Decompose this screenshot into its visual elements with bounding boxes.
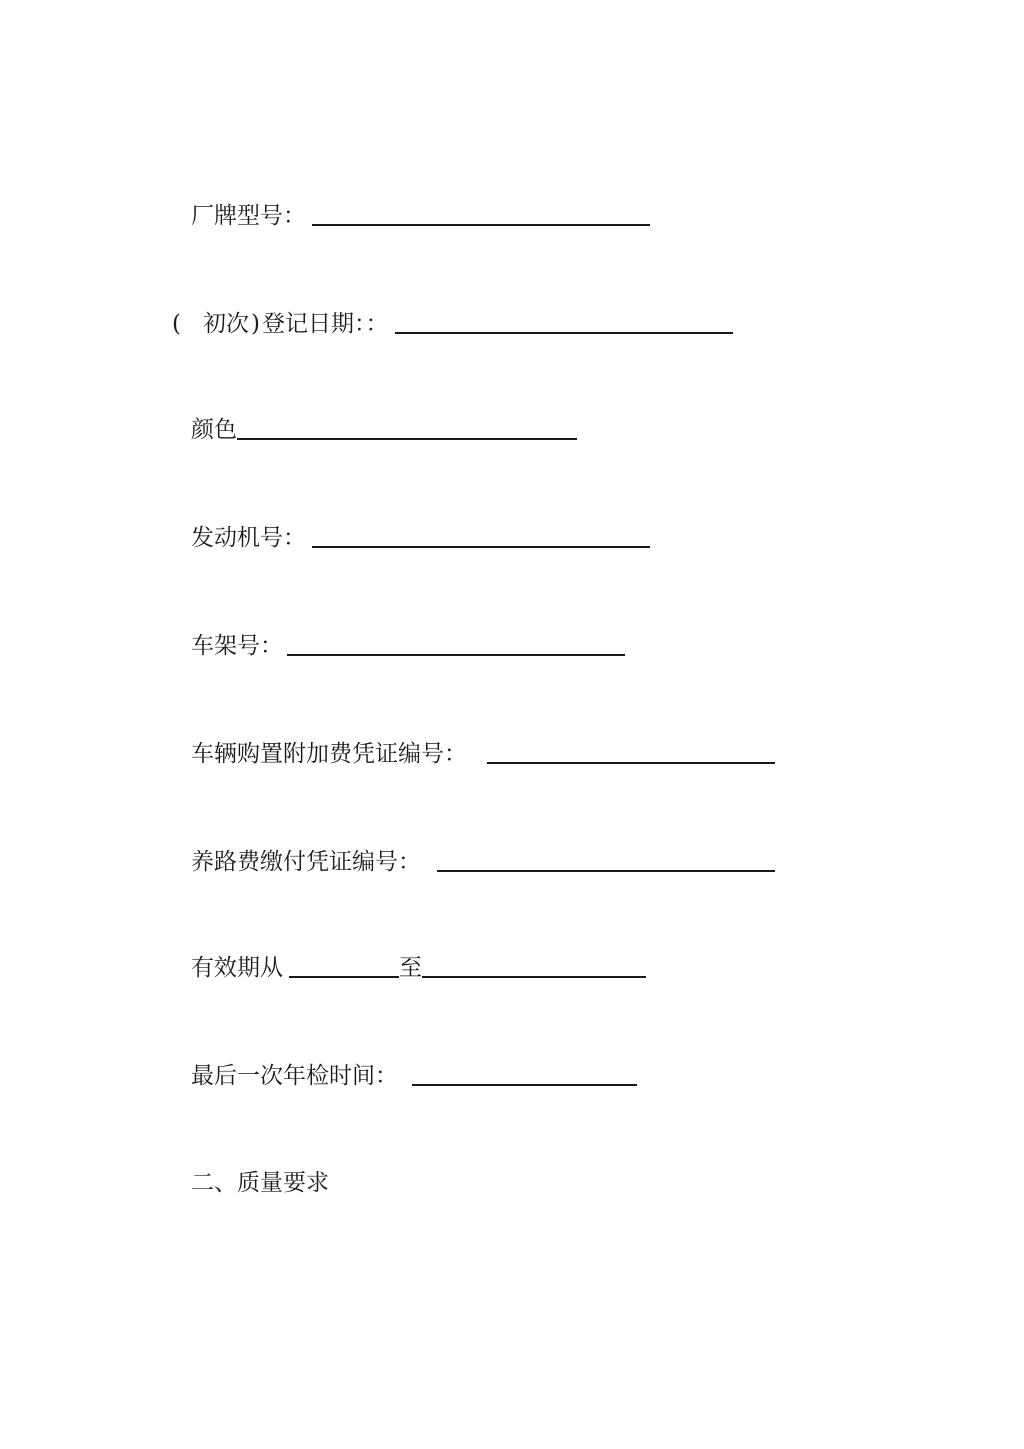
validity-to-label: 至 — [399, 955, 422, 981]
validity-to-blank[interactable] — [422, 950, 646, 978]
registration-date-blank[interactable] — [395, 306, 733, 334]
road-toll-voucher-label: 养路费缴付凭证编号： — [191, 849, 421, 875]
validity-from-label: 有效期从 — [191, 955, 283, 981]
color-blank[interactable] — [237, 412, 577, 440]
paren-open: ( — [172, 311, 181, 337]
color-label: 颜色 — [191, 417, 237, 443]
brand-model-blank[interactable] — [312, 198, 650, 226]
validity-from-blank[interactable] — [289, 950, 399, 978]
last-inspection-label: 最后一次年检时间： — [191, 1063, 398, 1089]
color-row — [191, 404, 577, 444]
validity-row — [191, 942, 646, 982]
paren-close: ) — [250, 311, 260, 337]
engine-number-row — [191, 512, 650, 552]
frame-number-label: 车架号： — [191, 633, 283, 659]
frame-number-blank[interactable] — [287, 628, 625, 656]
purchase-tax-voucher-label: 车辆购置附加费凭证编号： — [191, 741, 467, 767]
brand-model-label: 厂牌型号： — [191, 203, 306, 229]
engine-number-blank[interactable] — [312, 520, 650, 548]
last-inspection-row — [191, 1050, 637, 1090]
purchase-tax-voucher-row — [191, 728, 775, 768]
brand-model-row — [191, 190, 650, 230]
engine-number-label: 发动机号： — [191, 525, 306, 551]
road-toll-voucher-blank[interactable] — [437, 844, 775, 872]
road-toll-voucher-row — [191, 836, 775, 876]
registration-date-label: 登记日期：： — [261, 311, 389, 337]
first-registration-row — [172, 298, 733, 338]
last-inspection-blank[interactable] — [412, 1058, 637, 1086]
purchase-tax-voucher-blank[interactable] — [487, 736, 775, 764]
first-time-label: 初次 — [202, 311, 249, 337]
frame-number-row — [191, 620, 625, 660]
section-heading: 二、质量要求 — [191, 1170, 329, 1196]
section-heading-row — [191, 1157, 329, 1197]
